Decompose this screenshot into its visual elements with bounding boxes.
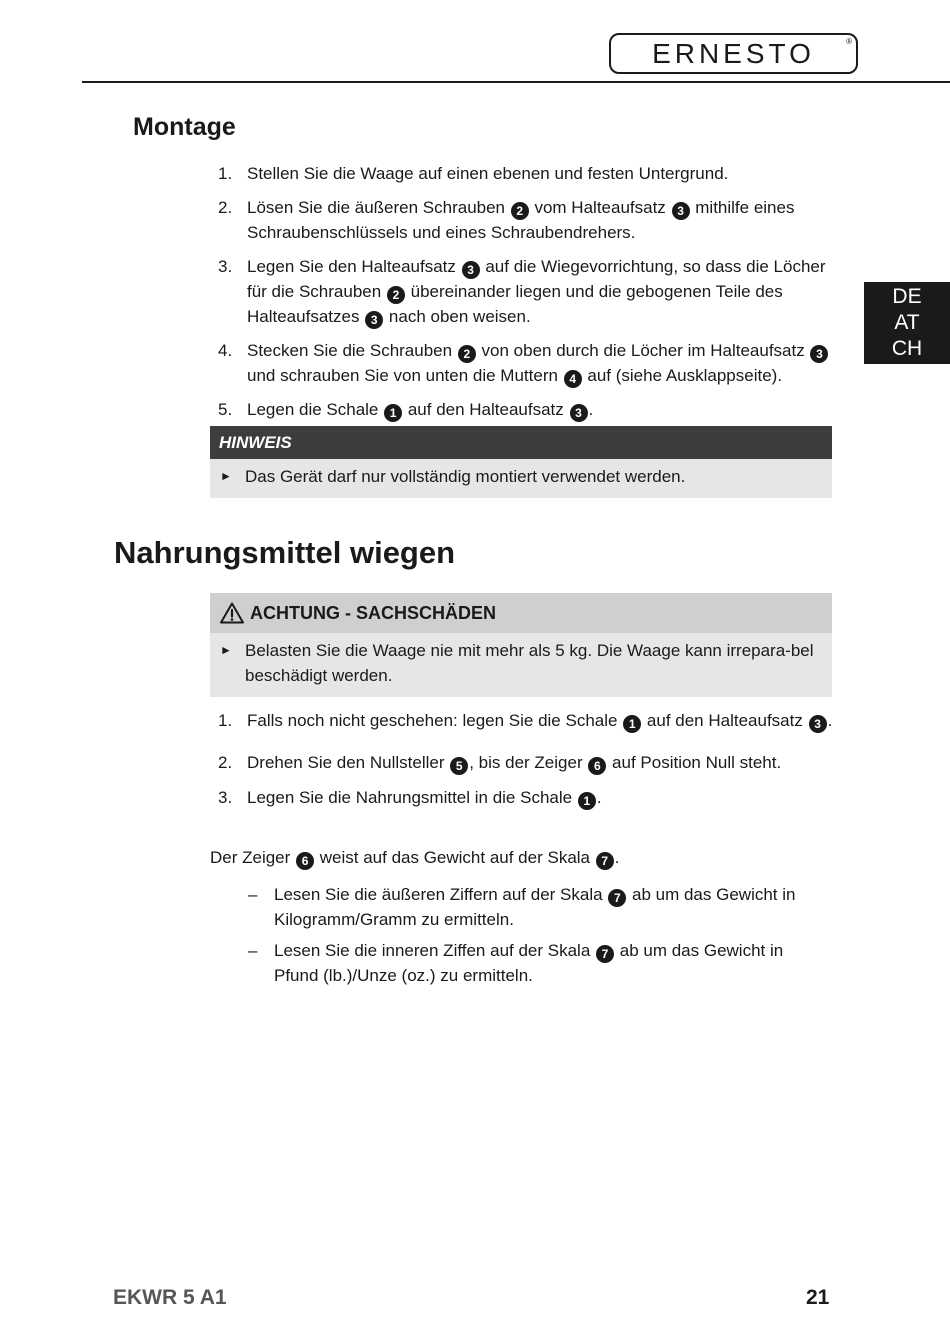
step-number: 1. bbox=[218, 711, 233, 730]
step-item bbox=[210, 397, 835, 422]
warning-triangle-icon bbox=[220, 602, 244, 624]
nahrung-heading: Nahrungsmittel wiegen bbox=[114, 535, 456, 570]
text-run: Legen Sie die Nahrungsmittel in die Schale bbox=[247, 788, 577, 807]
hinweis-heading: HINWEIS bbox=[210, 426, 832, 459]
dash-list-item bbox=[246, 882, 826, 932]
text-run: auf den Halteaufsatz bbox=[642, 711, 808, 730]
step-number: 4. bbox=[218, 341, 233, 360]
arrow-bullet-icon: ► bbox=[220, 469, 232, 483]
text-run: Stellen Sie die Waage auf einen ebenen und festen Untergrund. bbox=[247, 164, 729, 183]
dash-list-item bbox=[246, 938, 826, 988]
part-number-badge: 3 bbox=[810, 345, 828, 363]
text-run: weist auf das Gewicht auf der Skala bbox=[315, 848, 595, 867]
part-number-badge: 6 bbox=[588, 757, 606, 775]
text-run: Stecken Sie die Schrauben bbox=[247, 341, 457, 360]
text-run: von oben durch die Löcher im Halteaufsatz bbox=[476, 341, 810, 360]
part-number-badge: 5 bbox=[450, 757, 468, 775]
text-run: Lesen Sie die äußeren Ziffern auf der Skala bbox=[274, 885, 608, 904]
page-number: 21 bbox=[806, 1286, 830, 1309]
text-run: , bis der Zeiger bbox=[469, 753, 588, 772]
brand-logo bbox=[609, 33, 858, 74]
part-number-badge: 1 bbox=[384, 404, 402, 422]
step-item bbox=[210, 338, 835, 388]
step-item bbox=[210, 708, 835, 733]
text-run: ab um das Gewicht in Kilogramm/Gramm zu ermitteln. bbox=[274, 885, 796, 929]
achtung-heading: ACHTUNG - SACHSCHÄDEN bbox=[250, 603, 496, 623]
part-number-badge: 3 bbox=[365, 311, 383, 329]
brand-name: ERNESTO bbox=[652, 37, 815, 69]
part-number-badge: 2 bbox=[458, 345, 476, 363]
zeiger-paragraph bbox=[210, 845, 619, 870]
step-item bbox=[210, 195, 835, 245]
header-rule bbox=[82, 81, 950, 83]
text-run: auf (siehe Ausklappseite). bbox=[582, 366, 783, 385]
language-tab bbox=[864, 282, 950, 364]
part-number-badge: 1 bbox=[623, 715, 641, 733]
text-run: . bbox=[588, 400, 594, 419]
step-number: 1. bbox=[218, 164, 233, 183]
text-run: Lösen Sie die äußeren Schrauben bbox=[247, 198, 510, 217]
text-run: auf den Halteaufsatz bbox=[403, 400, 569, 419]
text-run: Legen die Schale bbox=[247, 400, 384, 419]
step-item bbox=[210, 254, 835, 329]
part-number-badge: 7 bbox=[596, 852, 614, 870]
text-run: Falls noch nicht geschehen: legen Sie die Schale bbox=[247, 711, 623, 730]
text-run: Drehen Sie den Nullsteller bbox=[247, 753, 450, 772]
part-number-badge: 3 bbox=[462, 261, 480, 279]
step-number: 5. bbox=[218, 400, 233, 419]
weigh-steps-list bbox=[210, 708, 835, 810]
achtung-warning bbox=[210, 593, 832, 697]
part-number-badge: 2 bbox=[511, 202, 529, 220]
step-item bbox=[210, 161, 835, 186]
text-run: auf die Wiegevorrichtung, so dass die Löcher für die Schrauben bbox=[247, 257, 826, 301]
step-number: 2. bbox=[218, 198, 233, 217]
part-number-badge: 3 bbox=[672, 202, 690, 220]
part-number-badge: 7 bbox=[608, 889, 626, 907]
step-item bbox=[210, 750, 835, 775]
text-run: übereinander liegen und die gebogenen Teile des Halteaufsatzes bbox=[247, 282, 783, 326]
text-run: Der Zeiger bbox=[210, 848, 296, 867]
lang-de: DE bbox=[892, 285, 922, 308]
montage-steps-list bbox=[210, 161, 835, 431]
achtung-text: Belasten Sie die Waage nie mit mehr als 5 kg. Die Waage kann irrepara-bel beschädigt werden. bbox=[245, 641, 814, 685]
part-number-badge: 7 bbox=[596, 945, 614, 963]
text-run: . bbox=[614, 848, 620, 867]
achtung-body bbox=[210, 633, 832, 697]
text-run: vom Halteaufsatz bbox=[529, 198, 671, 217]
montage-heading: Montage bbox=[133, 113, 236, 141]
text-run: . bbox=[827, 711, 833, 730]
lang-at: AT bbox=[894, 311, 920, 334]
step-item bbox=[210, 785, 835, 810]
footer-model: EKWR 5 A1 bbox=[113, 1286, 227, 1309]
part-number-badge: 6 bbox=[296, 852, 314, 870]
text-run: ab um das Gewicht in Pfund (lb.)/Unze (oz.) zu ermitteln. bbox=[274, 941, 784, 985]
achtung-header bbox=[210, 593, 832, 633]
part-number-badge: 2 bbox=[387, 286, 405, 304]
text-run: . bbox=[596, 788, 602, 807]
text-run: mithilfe eines Schraubenschlüssels und eines Schraubendrehers. bbox=[247, 198, 795, 242]
dash-bullet: – bbox=[248, 941, 258, 960]
lang-ch: CH bbox=[891, 337, 923, 360]
step-number: 2. bbox=[218, 753, 233, 772]
part-number-badge: 4 bbox=[564, 370, 582, 388]
text-run: auf Position Null steht. bbox=[607, 753, 782, 772]
text-run: Legen Sie den Halteaufsatz bbox=[247, 257, 461, 276]
registered-mark: ® bbox=[846, 37, 852, 46]
step-number: 3. bbox=[218, 788, 233, 807]
scale-reading-list bbox=[246, 882, 826, 994]
dash-bullet: – bbox=[248, 885, 258, 904]
hinweis-note bbox=[210, 426, 832, 498]
text-run: nach oben weisen. bbox=[384, 307, 531, 326]
part-number-badge: 3 bbox=[570, 404, 588, 422]
hinweis-body bbox=[210, 459, 832, 498]
hinweis-text: Das Gerät darf nur vollständig montiert verwendet werden. bbox=[245, 467, 686, 486]
text-run: Lesen Sie die inneren Ziffen auf der Skala bbox=[274, 941, 596, 960]
part-number-badge: 3 bbox=[809, 715, 827, 733]
part-number-badge: 1 bbox=[578, 792, 596, 810]
arrow-bullet-icon: ► bbox=[220, 643, 232, 657]
step-number: 3. bbox=[218, 257, 233, 276]
text-run: und schrauben Sie von unten die Muttern bbox=[247, 366, 563, 385]
